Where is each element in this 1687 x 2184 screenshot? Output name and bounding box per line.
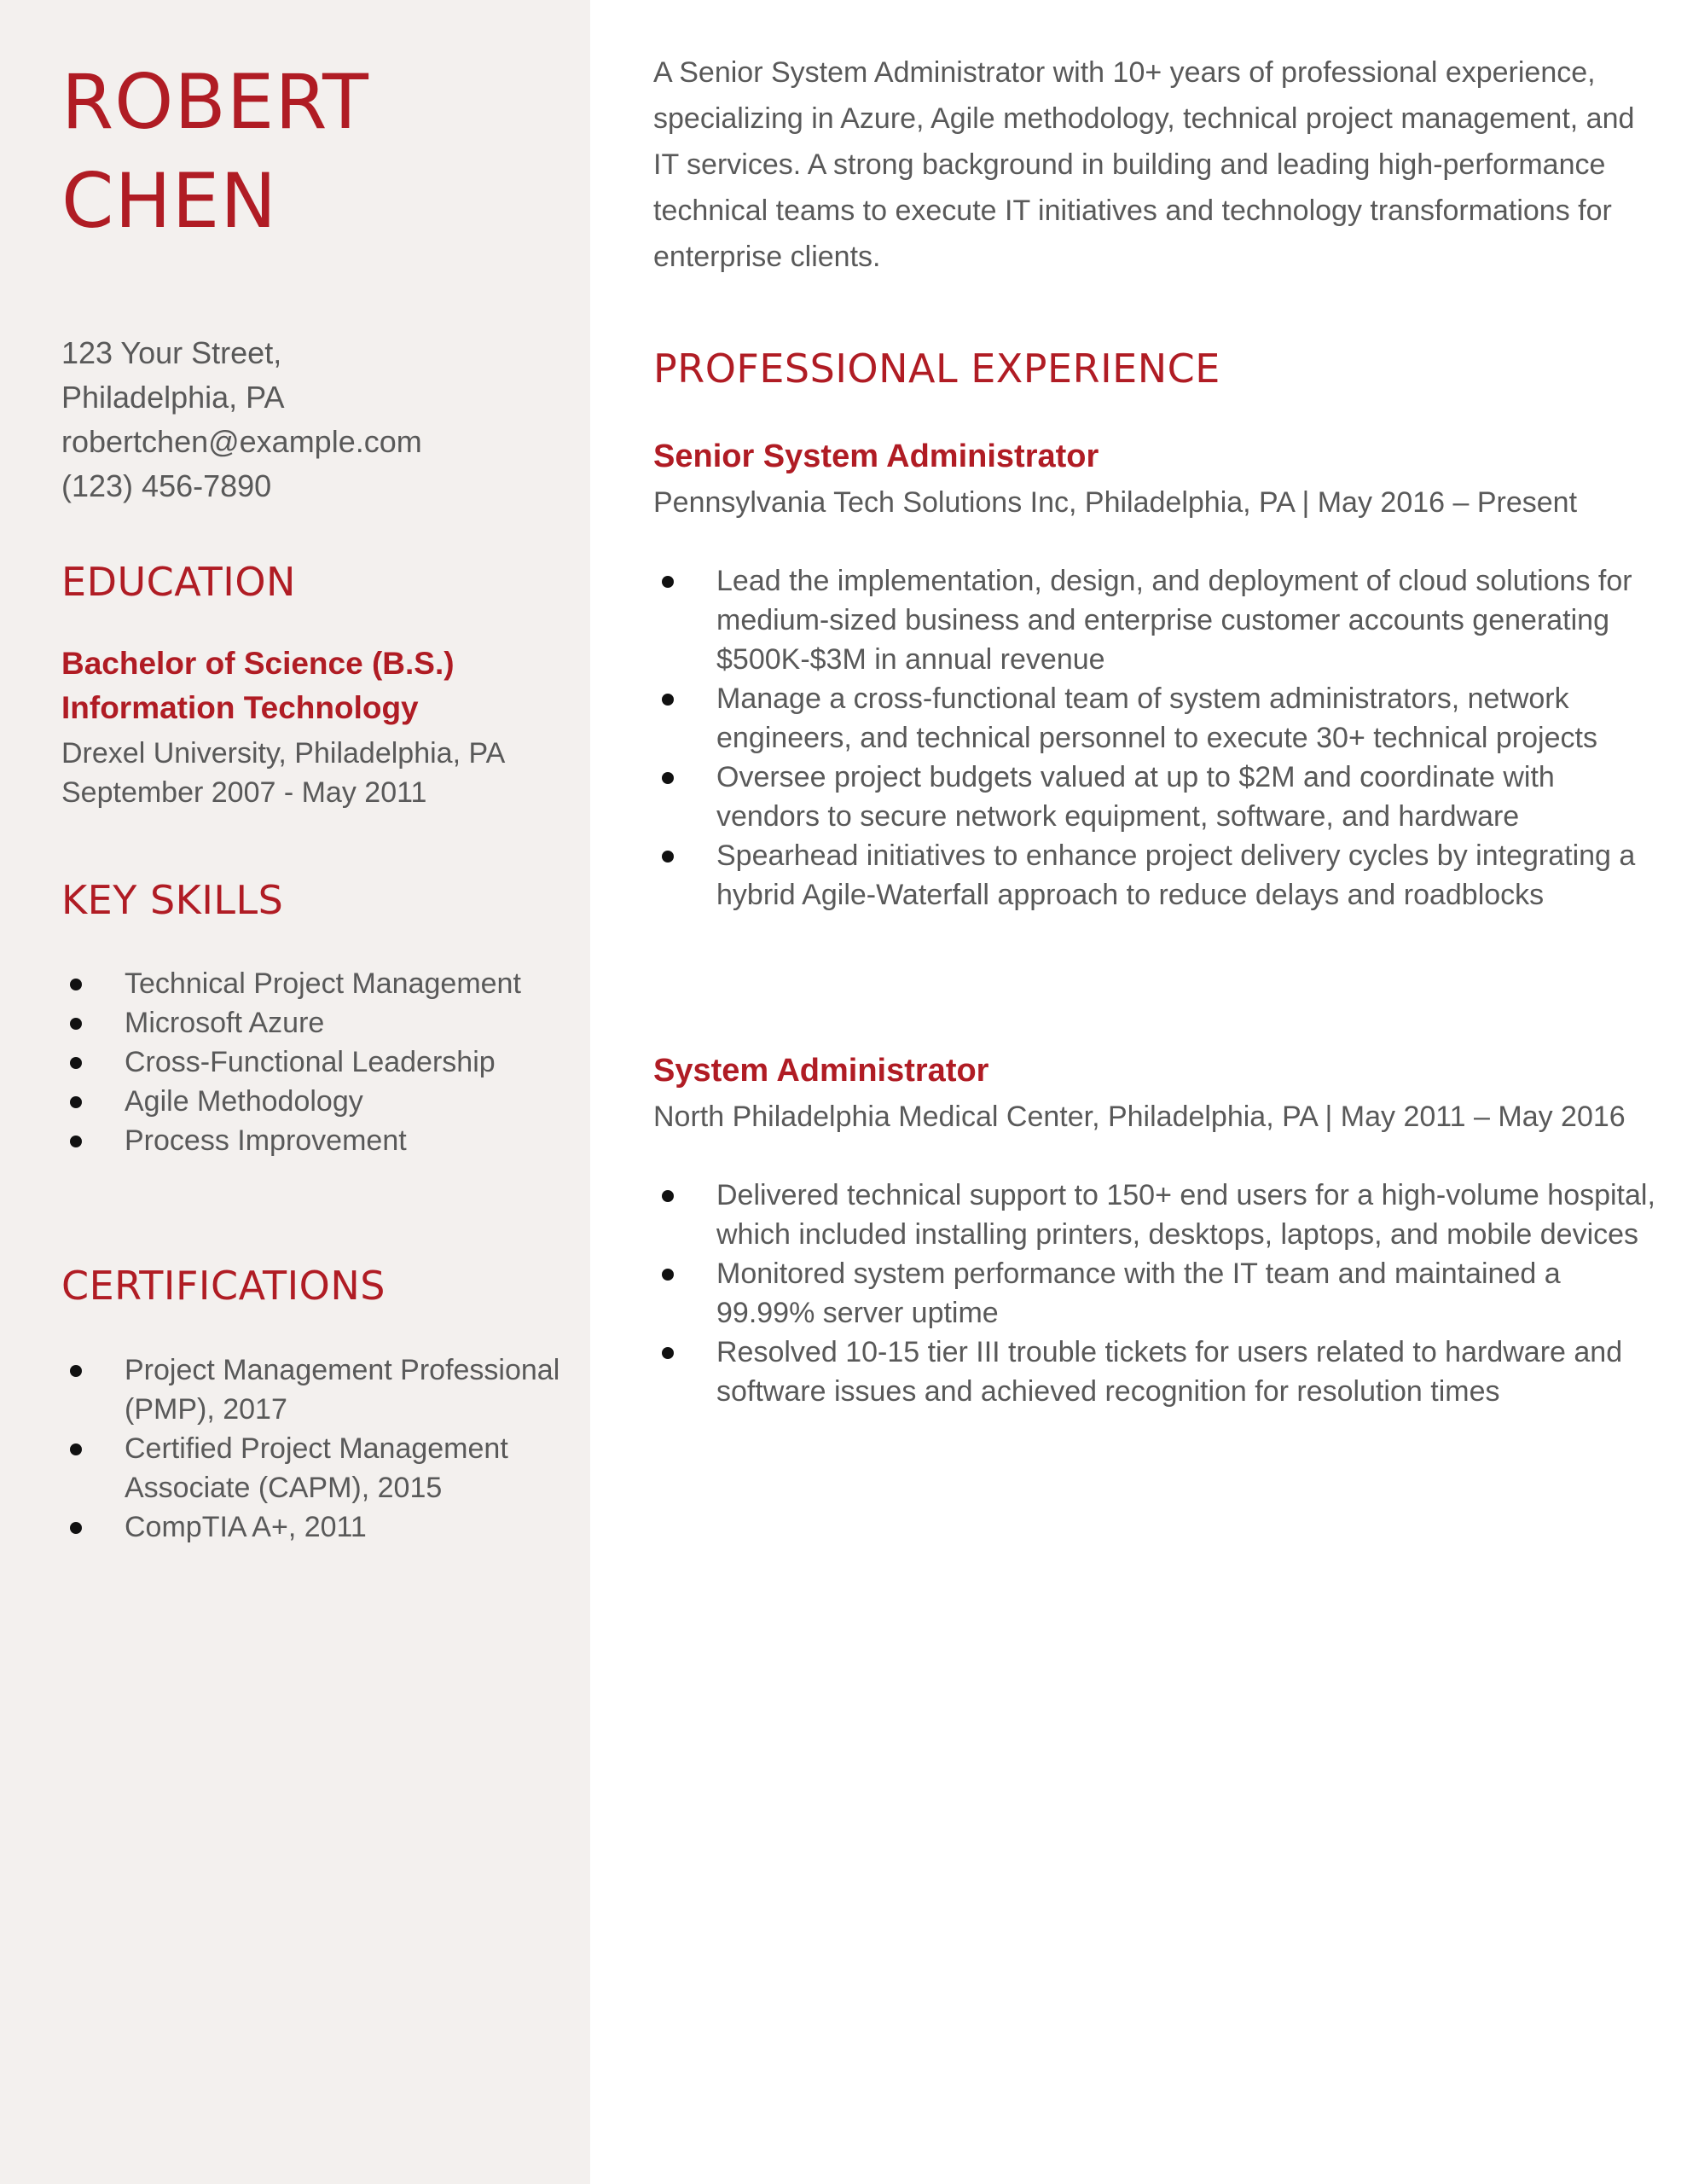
skill-item: Cross-Functional Leadership (61, 1043, 582, 1082)
job-entry (653, 1048, 1660, 1411)
job-bullet: Lead the implementation, design, and deployment of cloud solutions for medium-sized business and enterprise customer accounts generating $500K-$3M in annual revenue (653, 561, 1660, 679)
job-bullets (653, 1176, 1660, 1411)
skills-heading: KEY SKILLS (61, 877, 284, 923)
skill-item: Microsoft Azure (61, 1003, 582, 1043)
education-section (61, 642, 573, 812)
job-title: Senior System Administrator (653, 439, 1099, 474)
skills-list (61, 964, 582, 1160)
contact-phone: (123) 456-7890 (61, 468, 272, 503)
skill-item: Agile Methodology (61, 1082, 582, 1121)
experience-heading: PROFESSIONAL EXPERIENCE (653, 346, 1220, 392)
name-first: ROBERT (61, 58, 369, 146)
contact-street: 123 Your Street, (61, 335, 282, 370)
skill-item: Process Improvement (61, 1121, 582, 1160)
job-entry (653, 433, 1660, 915)
skill-item: Technical Project Management (61, 964, 582, 1003)
job-meta: North Philadelphia Medical Center, Philadelphia, PA | May 2011 – May 2016 (653, 1101, 1626, 1133)
job-bullet: Oversee project budgets valued at up to $2M and coordinate with vendors to secure network equipment, software, and hardware (653, 758, 1660, 836)
job-bullet: Delivered technical support to 150+ end users for a high-volume hospital, which included installing printers, desktops, laptops, and mobile devices (653, 1176, 1660, 1254)
contact-email[interactable]: robertchen@example.com (61, 424, 422, 459)
certifications-heading: CERTIFICATIONS (61, 1263, 386, 1309)
degree-line2: Information Technology (61, 690, 419, 725)
contact-info (61, 331, 422, 508)
job-bullets (653, 561, 1660, 915)
job-title: System Administrator (653, 1053, 989, 1089)
job-bullet: Monitored system performance with the IT team and maintained a 99.99% server uptime (653, 1254, 1660, 1333)
certifications-list (61, 1350, 582, 1547)
job-bullet: Manage a cross-functional team of system administrators, network engineers, and technical personnel to execute 30+ technical projects (653, 679, 1660, 758)
certification-item: Project Management Professional (PMP), 2017 (61, 1350, 582, 1429)
certification-item: Certified Project Management Associate (CAPM), 2015 (61, 1429, 582, 1507)
job-meta: Pennsylvania Tech Solutions Inc, Philadelphia, PA | May 2016 – Present (653, 486, 1578, 519)
school: Drexel University, Philadelphia, PA (61, 737, 506, 770)
job-bullet: Resolved 10-15 tier III trouble tickets for users related to hardware and software issues and achieved recognition for resolution times (653, 1333, 1660, 1411)
job-bullet: Spearhead initiatives to enhance project delivery cycles by integrating a hybrid Agile-Waterfall approach to reduce delays and roadblocks (653, 836, 1660, 915)
name-last: CHEN (61, 157, 278, 245)
candidate-name (61, 53, 369, 251)
main-content (590, 0, 1687, 2184)
degree-line1: Bachelor of Science (B.S.) (61, 646, 455, 681)
certification-item: CompTIA A+, 2011 (61, 1507, 582, 1547)
education-heading: EDUCATION (61, 559, 296, 605)
education-dates: September 2007 - May 2011 (61, 776, 427, 809)
professional-summary: A Senior System Administrator with 10+ years of professional experience, specializing in Azure, Agile methodology, technical project management, and IT services. A strong background in building and leading high-performance technical teams to execute IT initiatives and technology transformations for enterprise clients. (653, 56, 1635, 273)
contact-city: Philadelphia, PA (61, 380, 285, 415)
sidebar (0, 0, 590, 2184)
